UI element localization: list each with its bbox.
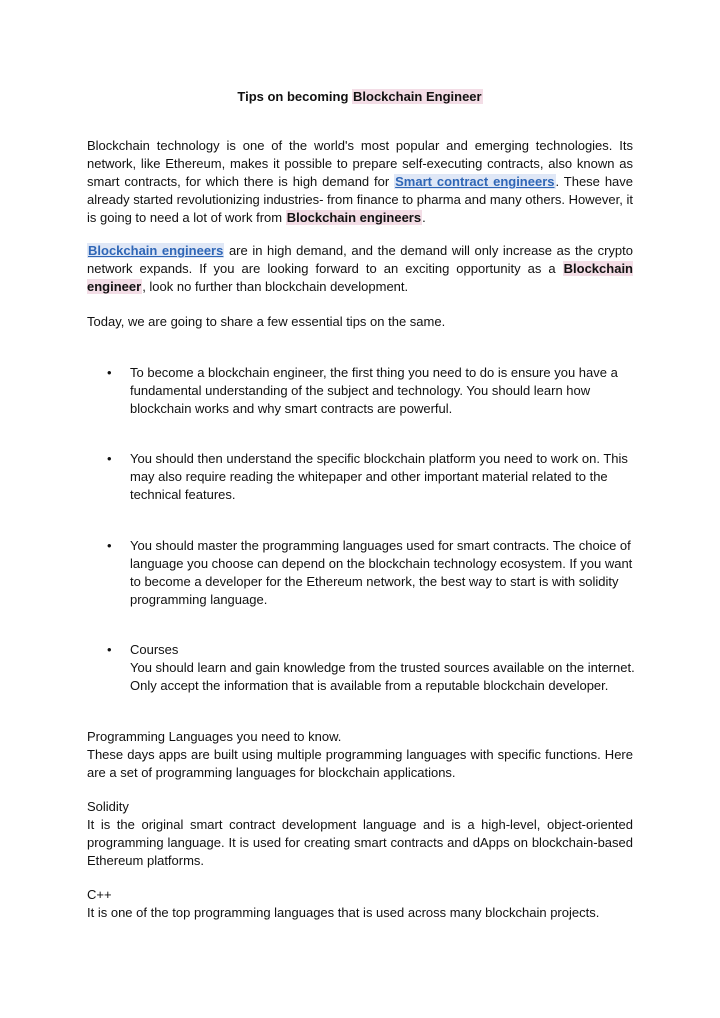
smart-contract-engineers-link[interactable]: Smart contract engineers xyxy=(395,174,555,189)
solidity-text: It is the original smart contract development language and is a high-level, object-oriented programming language. It is used for creating smart contracts and dApps on blockchain-based Ethereum platforms. xyxy=(87,817,633,868)
page-title xyxy=(0,88,720,106)
blockchain-engineers-link[interactable]: Blockchain engineers xyxy=(88,243,224,258)
solidity-heading: Solidity xyxy=(87,799,129,814)
bullet-marker: • xyxy=(107,538,112,553)
list-item: You should master the programming languages used for smart contracts. The choice of language you choose can depend on the blockchain technology ecosystem. If you want to become a developer for the Ethereum network, the best way to start is with solidity programming language. xyxy=(130,538,633,607)
programming-languages-heading: Programming Languages you need to know. xyxy=(87,729,342,744)
blockchain-engineer-highlight: Blockchain engineer xyxy=(87,261,633,294)
cpp-heading: C++ xyxy=(87,887,112,902)
list-item: To become a blockchain engineer, the first thing you need to do is ensure you have a fundamental understanding of the subject and technology. You should learn how blockchain works and why smart contracts are powerful. xyxy=(130,365,618,416)
courses-text: You should learn and gain knowledge from the trusted sources available on the internet. Only accept the information that is available from a reputable blockchain developer. xyxy=(130,660,635,693)
blockchain-engineers-highlight: Blockchain engineers xyxy=(286,210,422,225)
bullet-marker: • xyxy=(107,642,112,657)
cpp-section xyxy=(87,886,633,922)
title-prefix: Tips on becoming xyxy=(237,89,352,104)
demand-paragraph xyxy=(87,242,633,296)
list-item: You should then understand the specific blockchain platform you need to work on. This may also require reading the whitepaper and other important material related to the technical features. xyxy=(130,451,628,502)
para1-text-2: . These have already started revolutionizing industries- from finance to pharma and many others. However, it is going to need a lot of work from xyxy=(87,174,634,225)
bullet-marker: • xyxy=(107,451,112,466)
tips-intro-paragraph: Today, we are going to share a few essential tips on the same. xyxy=(87,314,446,329)
programming-languages-section xyxy=(87,728,633,782)
cpp-text: It is one of the top programming languages that is used across many blockchain projects. xyxy=(87,905,600,920)
para2-text-2: , look no further than blockchain development. xyxy=(142,279,409,294)
intro-paragraph xyxy=(87,137,633,227)
para2-text-1: are in high demand, and the demand will only increase as the crypto network expands. If you are looking forward to an exciting opportunity as a xyxy=(87,243,633,276)
para1-text-3: . xyxy=(422,210,426,225)
courses-list-item xyxy=(130,641,635,695)
solidity-section xyxy=(87,798,633,870)
para1-text-1: Blockchain technology is one of the world's most popular and emerging technologies. Its network, like Ethereum, makes it possible to prepare self-executing contracts, also known as smart contracts, for which there is high demand for xyxy=(87,138,633,189)
title-highlight: Blockchain Engineer xyxy=(353,89,482,104)
courses-heading: Courses xyxy=(130,642,179,657)
bullet-marker: • xyxy=(107,365,112,380)
programming-languages-text: These days apps are built using multiple programming languages with specific functions. Here are a set of programming languages for blockchain applications. xyxy=(87,747,633,780)
